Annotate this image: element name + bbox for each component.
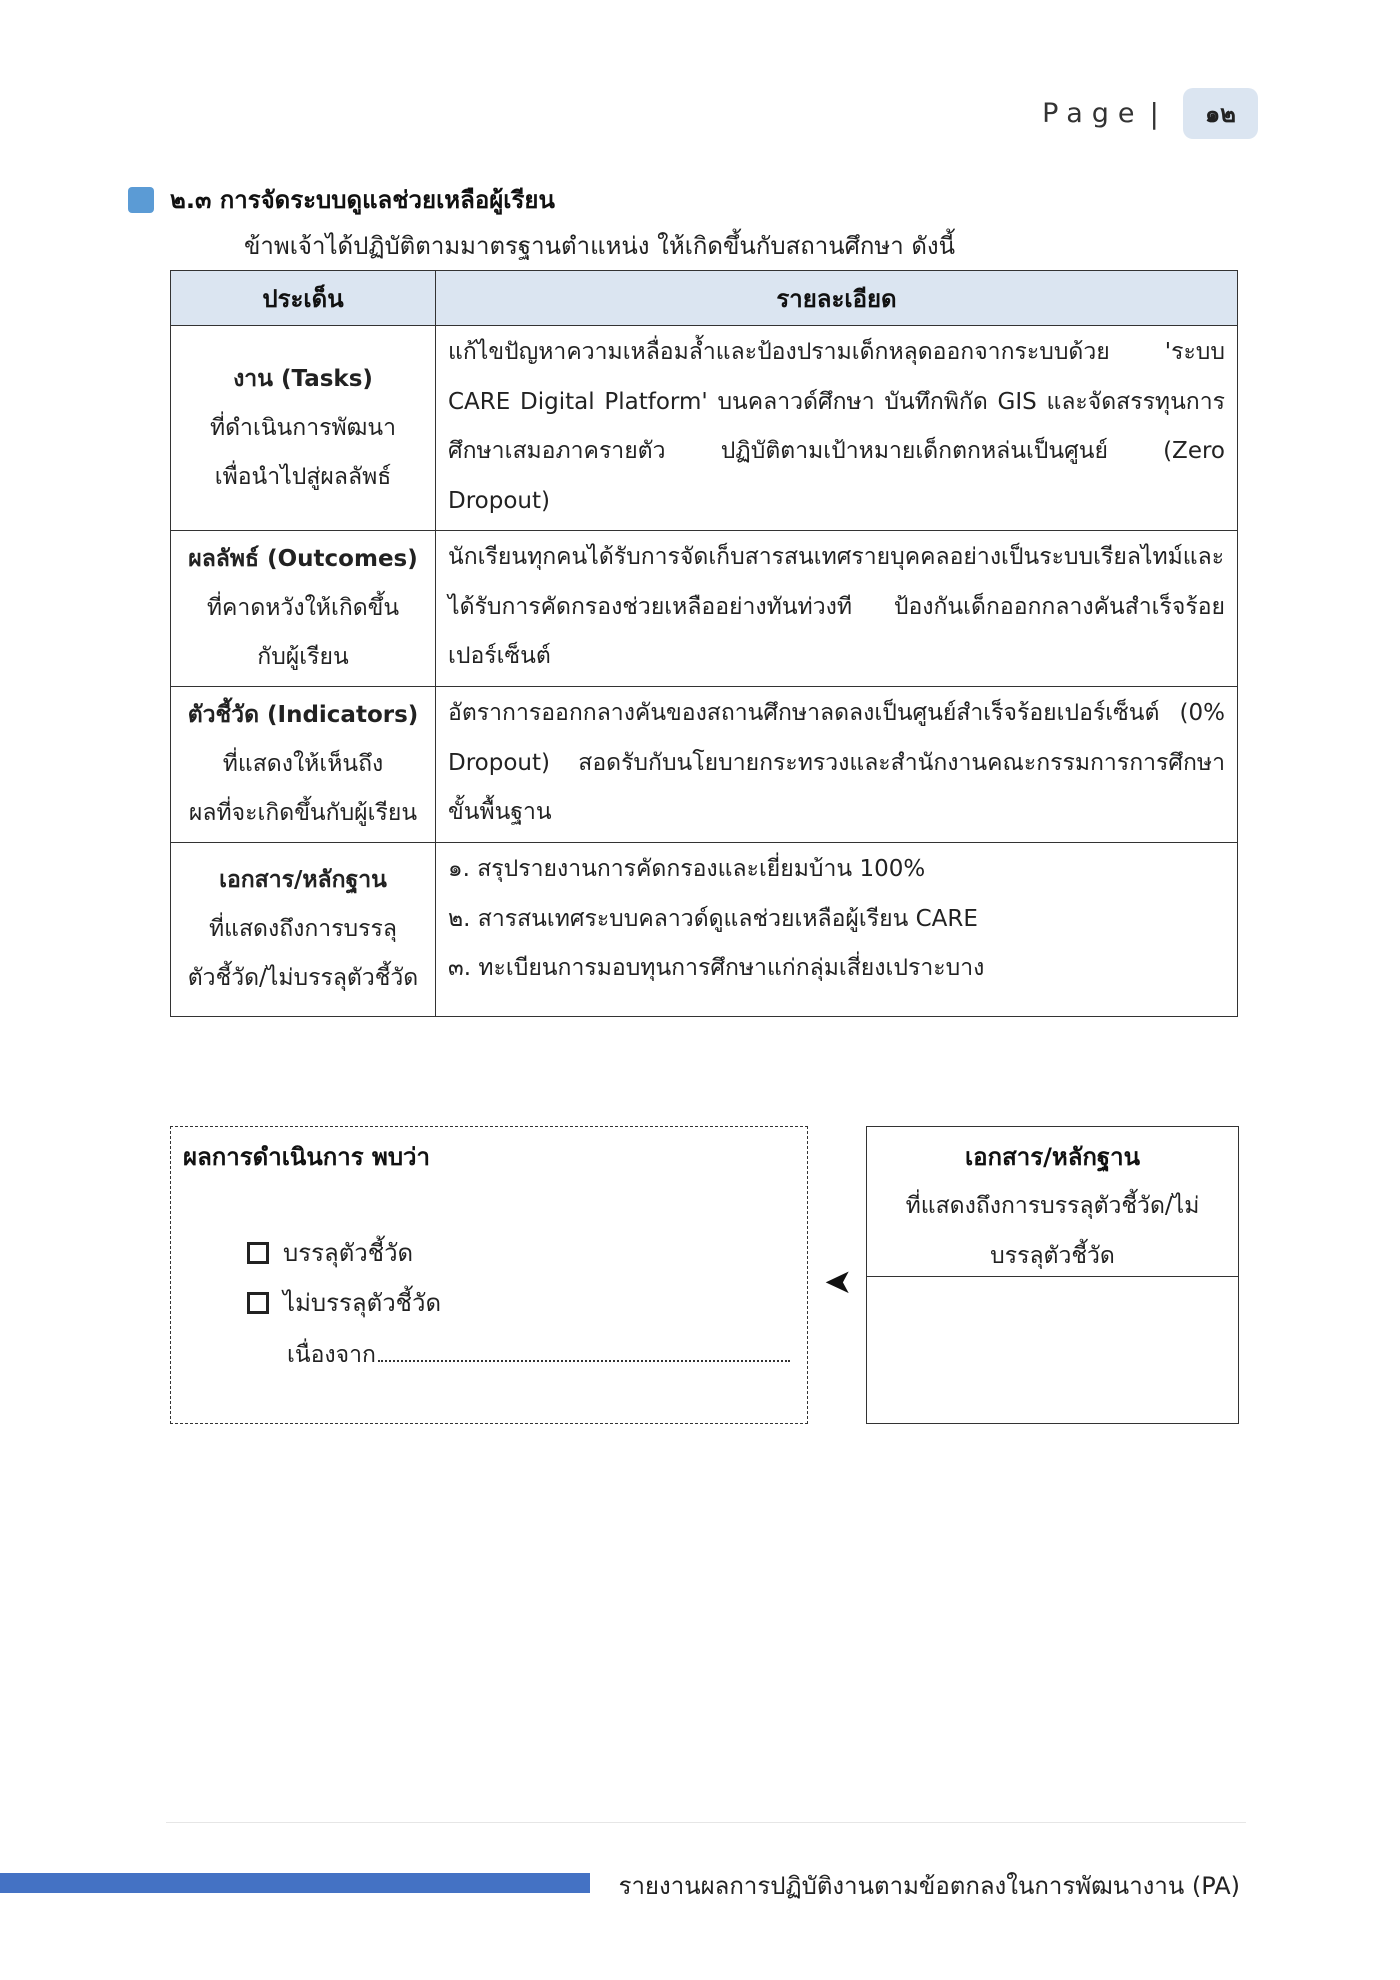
- row-label-sub: ที่ดำเนินการพัฒนา: [209, 414, 397, 441]
- page-header: [1042, 88, 1258, 139]
- option-achieved[interactable]: [247, 1233, 413, 1272]
- row-label-sub: เพื่อนำไปสู่ผลลัพธ์: [214, 463, 392, 490]
- row-label-bold: ตัวชี้วัด (Indicators): [187, 702, 419, 728]
- checkbox-icon[interactable]: [247, 1292, 269, 1314]
- footer-text: รายงานผลการปฏิบัติงานตามข้อตกลงในการพัฒนางาน (PA): [618, 1872, 1240, 1900]
- row-label: [171, 326, 436, 531]
- row-label-sub: ที่คาดหวังให้เกิดขึ้น: [206, 595, 400, 621]
- row-detail: แก้ไขปัญหาความเหลื่อมล้ำและป้องปรามเด็กหลุดออกจากระบบด้วย 'ระบบ CARE Digital Platform' บนคลาวด์ศึกษา บันทึกพิกัด GIS และจัดสรรทุนการศึกษาเสมอภาครายตัว ปฏิบัติตามเป้าหมายเด็กตกหล่นเป็นศูนย์ (Zero Dropout): [436, 326, 1238, 531]
- row-label-bold: งาน (Tasks): [233, 365, 373, 392]
- arrow-glyph: ➤: [824, 1262, 853, 1302]
- page-number-badge: ๑๒: [1183, 88, 1258, 139]
- table-row-indicators: [171, 687, 1238, 843]
- footer-divider: [166, 1822, 1246, 1823]
- row-detail-list: [436, 843, 1238, 1017]
- row-label: [171, 531, 436, 687]
- row-detail: อัตราการออกกลางคันของสถานศึกษาลดลงเป็นศูนย์สำเร็จร้อยเปอร์เซ็นต์ (0% Dropout) สอดรับกับนโยบายกระทรวงและสำนักงานคณะกรรมการการศึกษาขั้นพื้นฐาน: [436, 687, 1238, 843]
- evidence-box-title: เอกสาร/หลักฐาน: [964, 1143, 1141, 1171]
- row-label-bold: ผลลัพธ์ (Outcomes): [188, 546, 418, 572]
- row-label-sub: ผลที่จะเกิดขึ้นกับผู้เรียน: [188, 800, 418, 826]
- evidence-box-sub: บรรลุตัวชี้วัด: [990, 1243, 1115, 1269]
- table-row-tasks: [171, 326, 1238, 531]
- standards-table: [170, 270, 1238, 1017]
- table-header-row: [171, 271, 1238, 326]
- option-not-achieved[interactable]: [247, 1283, 441, 1322]
- evidence-item: ๓. ทะเบียนการมอบทุนการศึกษาแก่กลุ่มเสี่ยงเปราะบาง: [448, 955, 985, 981]
- evidence-box-sub: ที่แสดงถึงการบรรลุตัวชี้วัด/ไม่: [905, 1193, 1200, 1219]
- footer-accent-bar: [0, 1873, 590, 1893]
- section-title: ๒.๓ การจัดระบบดูแลช่วยเหลือผู้เรียน: [170, 186, 555, 214]
- option-achieved-label: บรรลุตัวชี้วัด: [283, 1239, 414, 1267]
- table-row-outcomes: [171, 531, 1238, 687]
- page-word: Page: [1042, 98, 1144, 129]
- square-bullet-icon: [128, 187, 154, 213]
- evidence-box-body[interactable]: [867, 1277, 1238, 1423]
- row-label-sub: ที่แสดงถึงการบรรลุ: [209, 915, 397, 942]
- evidence-box-header: [867, 1127, 1238, 1277]
- fill-in-dotted-line[interactable]: [378, 1342, 790, 1362]
- arrow-left-icon: [824, 1262, 853, 1302]
- checkbox-icon[interactable]: [247, 1242, 269, 1264]
- result-title: ผลการดำเนินการ พบว่า: [183, 1143, 431, 1171]
- section-heading: [128, 180, 555, 219]
- row-label-bold: เอกสาร/หลักฐาน: [219, 866, 387, 893]
- because-label: เนื่องจาก: [287, 1342, 376, 1368]
- result-box: [170, 1126, 808, 1424]
- table-row-evidence: [171, 843, 1238, 1017]
- evidence-item: ๑. สรุปรายงานการคัดกรองและเยี่ยมบ้าน 100%: [448, 856, 926, 882]
- because-line: [287, 1337, 790, 1373]
- row-label-sub: ตัวชี้วัด/ไม่บรรลุตัวชี้วัด: [187, 964, 419, 991]
- row-label-sub: ที่แสดงให้เห็นถึง: [222, 751, 384, 777]
- page-separator: |: [1149, 97, 1159, 130]
- header-topic: ประเด็น: [171, 271, 436, 326]
- row-detail: นักเรียนทุกคนได้รับการจัดเก็บสารสนเทศรายบุคคลอย่างเป็นระบบเรียลไทม์และได้รับการคัดกรองช่วยเหลืออย่างทันท่วงที ป้องกันเด็กออกกลางคันสำเร็จร้อยเปอร์เซ็นต์: [436, 531, 1238, 687]
- row-label: [171, 687, 436, 843]
- evidence-box: [866, 1126, 1239, 1424]
- evidence-item: ๒. สารสนเทศระบบคลาวด์ดูแลช่วยเหลือผู้เรียน CARE: [448, 905, 978, 932]
- header-detail: รายละเอียด: [436, 271, 1238, 326]
- row-label-sub: กับผู้เรียน: [257, 644, 349, 670]
- row-label: [171, 843, 436, 1017]
- option-not-achieved-label: ไม่บรรลุตัวชี้วัด: [283, 1289, 442, 1317]
- section-intro: ข้าพเจ้าได้ปฏิบัติตามมาตรฐานตำแหน่ง ให้เกิดขึ้นกับสถานศึกษา ดังนี้: [244, 232, 956, 260]
